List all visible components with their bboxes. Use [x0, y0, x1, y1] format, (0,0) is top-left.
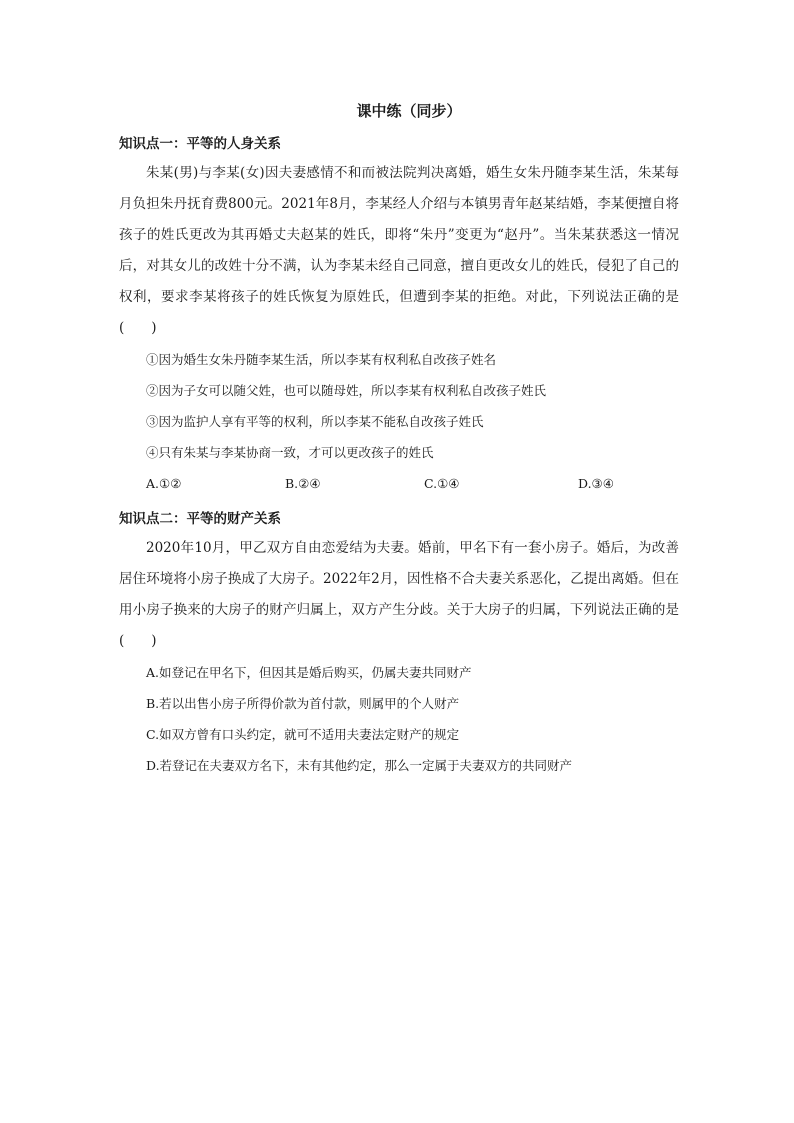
section-heading: 知识点一：平等的人身关系: [119, 136, 281, 152]
section-property-relations: [119, 507, 679, 781]
question-text: 朱某(男)与李某(女)因夫妻感情不和而被法院判决离婚，婚生女朱丹随李某生活，朱某每月负担朱丹抚育费800元。2021年8月，李某经人介绍与本镇男青年赵某结婚，李某便擅自将孩子的姓氏更改为其再婚丈夫赵某的姓氏，即将“朱丹”变更为“赵丹”。当朱某获悉这一情况后，对其女儿的改姓十分不满，认为李某未经自己同意，擅自更改女儿的姓氏，侵犯了自己的权利，要求李某将孩子的姓氏恢复为原姓氏，但遭到李某的拒绝。对此，下列说法正确的是( ): [119, 165, 679, 336]
section-heading: 知识点二：平等的财产关系: [119, 511, 281, 527]
worksheet-page: [119, 98, 679, 781]
section-personal-relations: [119, 132, 679, 499]
statement-3: ③因为监护人享有平等的权利，所以李某不能私自改孩子姓氏: [146, 414, 484, 429]
question-text: 2020年10月，甲乙双方自由恋爱结为夫妻。婚前，甲名下有一套小房子。婚后，为改善居住环境将小房子换成了大房子。2022年2月，因性格不合夫妻关系恶化，乙提出离婚。但在用小房子换来的大房子的财产归属上，双方产生分歧。关于大房子的归属，下列说法正确的是( ): [119, 540, 679, 649]
statement-2: ②因为子女可以随父姓，也可以随母姓，所以李某有权利私自改孩子姓氏: [146, 383, 547, 398]
option-d: D.若登记在夫妻双方名下，未有其他约定，那么一定属于夫妻双方的共同财产: [146, 758, 573, 773]
option-c: C.如双方曾有口头约定，就可不适用夫妻法定财产的规定: [146, 727, 460, 742]
option-a: A.如登记在甲名下，但因其是婚后购买，仍属夫妻共同财产: [146, 665, 472, 680]
answer-choices: [119, 468, 679, 499]
choice-d: D.③④: [578, 476, 614, 491]
choice-a: A.①②: [146, 476, 182, 491]
page-title: 课中练（同步）: [356, 102, 462, 120]
choice-b: B.②④: [285, 476, 321, 491]
statement-4: ④只有朱某与李某协商一致，才可以更改孩子的姓氏: [146, 445, 434, 460]
choice-c: C.①④: [424, 476, 460, 491]
statement-1: ①因为婚生女朱丹随李某生活，所以李某有权利私自改孩子姓名: [146, 352, 497, 367]
option-b: B.若以出售小房子所得价款为首付款，则属甲的个人财产: [146, 696, 460, 711]
